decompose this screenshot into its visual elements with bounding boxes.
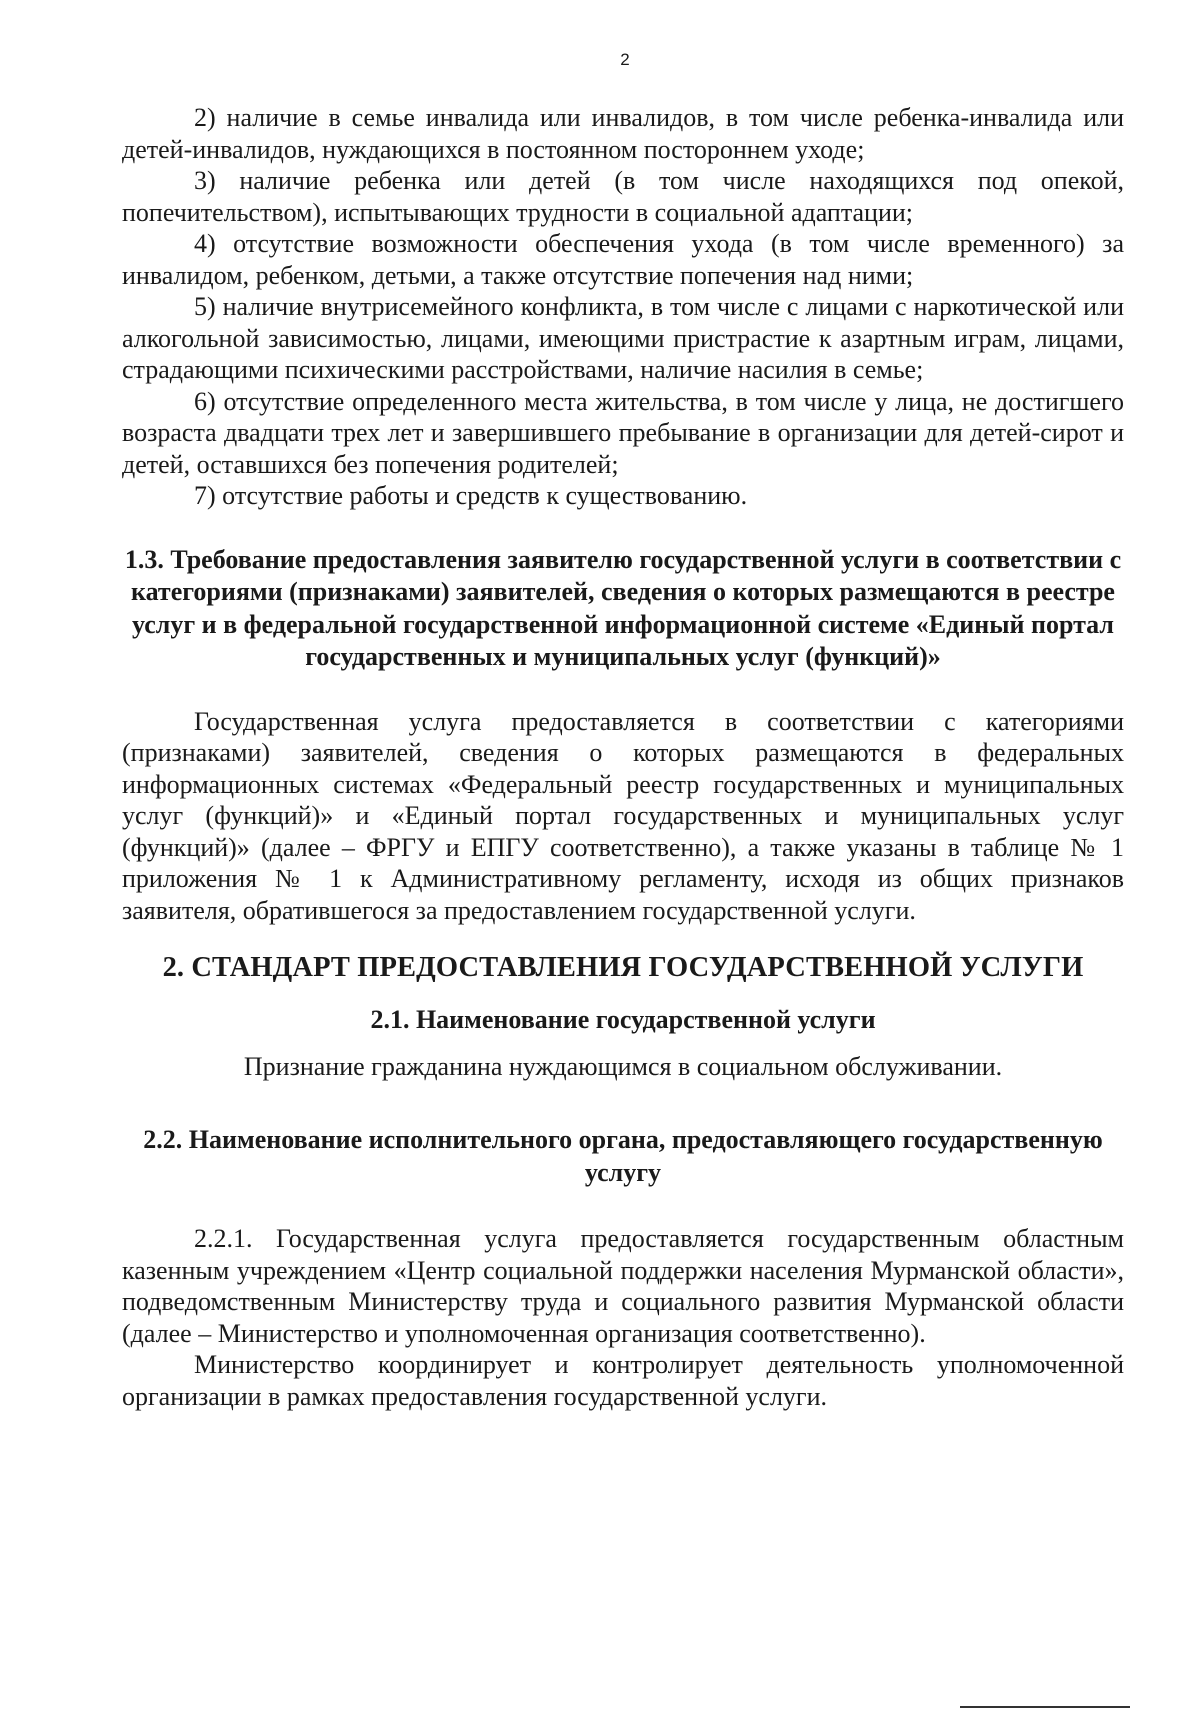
- section-2-1-heading: 2.1. Наименование государственной услуги: [370, 1005, 876, 1034]
- list-item: 7) отсутствие работы и средств к существованию.: [194, 481, 748, 510]
- list-item: 3) наличие ребенка или детей (в том числе находящихся под опекой, попечительством), испытывающих трудности в социальной адаптации;: [122, 166, 1124, 227]
- section-2-1-text: Признание гражданина нуждающимся в социальном обслуживании.: [243, 1051, 1003, 1081]
- list-item: 5) наличие внутрисемейного конфликта, в том числе с лицами с наркотической или алкогольной зависимостью, лицами, имеющими пристрастие к азартным играм, лицами, страдающими психическими расстройствами, наличие насилия в семье;: [122, 292, 1124, 384]
- section-2-heading: 2. СТАНДАРТ ПРЕДОСТАВЛЕНИЯ ГОСУДАРСТВЕННОЙ УСЛУГИ: [162, 952, 1084, 983]
- section-2-2-coordination-text: Министерство координирует и контролирует деятельность уполномоченной организации в рамках предоставления государственной услуги.: [122, 1350, 1124, 1411]
- list-item: 6) отсутствие определенного места жительства, в том числе у лица, не достигшего возраста двадцати трех лет и завершившего пребывание в организации для детей-сирот и детей, оставшихся без попечения родителей;: [122, 386, 1124, 479]
- page-content: [122, 102, 1124, 1412]
- section-1-3-heading: 1.3. Требование предоставления заявителю государственной услуги в соответствии с категориями (признаками) заявителей, сведения о которых размещаются в реестре услуг и в федеральной государственной информационной системе «Единый портал государственных и муниципальных услуг (функций)»: [124, 544, 1122, 671]
- footer-line: [960, 1706, 1130, 1708]
- list-item: 2) наличие в семье инвалида или инвалидов, в том числе ребенка-инвалида или детей-инвалидов, нуждающихся в постоянном постороннем уходе;: [122, 103, 1124, 164]
- page-number: 2: [620, 50, 630, 69]
- section-2-2-heading: 2.2. Наименование исполнительного органа, предоставляющего государственную услугу: [143, 1125, 1103, 1187]
- section-1-3-text: Государственная услуга предоставляется в соответствии с категориями (признаками) заявителей, сведения о которых размещаются в федеральных информационных системах «Федеральный реестр государственных и муниципальных услуг (функций)» и «Единый портал государственных и муниципальных услуг (функций)» (далее – ФРГУ и ЕПГУ соответственно), а также указаны в таблице № 1 приложения № 1 к Административному регламенту, исходя из общих признаков заявителя, обратившегося за предоставлением государственной услуги.: [122, 706, 1124, 925]
- section-2-2-1-text: 2.2.1. Государственная услуга предоставляется государственным областным казенным учреждением «Центр социальной поддержки населения Мурманской области», подведомственным Министерству труда и социального развития Мурманской области (далее – Министерство и уполномоченная организация соответственно).: [122, 1224, 1124, 1348]
- list-item: 4) отсутствие возможности обеспечения ухода (в том числе временного) за инвалидом, ребенком, детьми, а также отсутствие попечения над ними;: [122, 229, 1124, 290]
